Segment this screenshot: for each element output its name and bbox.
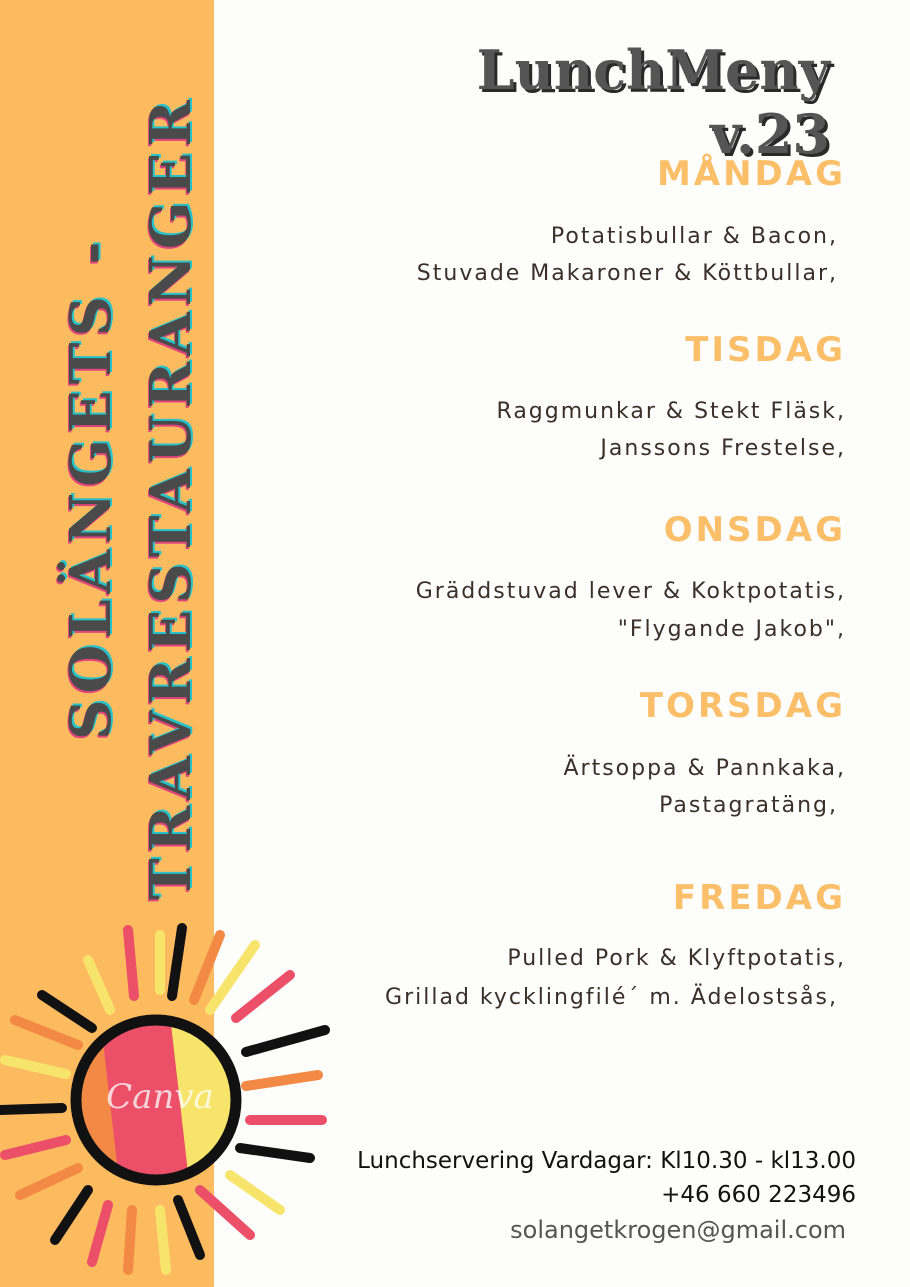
canva-watermark: Canva [106,1077,214,1117]
page-title: LunchMeny v.23 [476,38,830,166]
footer-email[interactable]: solangetkrogen@gmail.com [510,1216,846,1244]
dish-thursday-1: Ärtsoppa & Pannkaka, [563,756,846,781]
dish-tuesday-2: Janssons Frestelse, [600,436,846,461]
dish-monday-2: Stuvade Makaroner & Köttbullar, [416,261,838,286]
footer-hours: Lunchservering Vardagar: Kl10.30 - kl13.00 [357,1148,856,1174]
vertical-title-line-1: SOLÄNGETS - [58,235,124,740]
day-heading-wednesday: ONSDAG [663,510,846,550]
dish-friday-1: Pulled Pork & Klyftpotatis, [507,946,846,971]
vertical-title-line-2: TRAVRESTAURANGER [138,94,204,900]
sun-illustration [0,900,340,1287]
footer-phone: +46 660 223496 [661,1182,856,1208]
dish-monday-1: Potatisbullar & Bacon, [550,224,838,249]
dish-wednesday-2: "Flygande Jakob", [617,617,846,642]
dish-wednesday-1: Gräddstuvad lever & Koktpotatis, [415,579,846,604]
day-heading-tuesday: TISDAG [685,330,846,370]
dish-friday-2: Grillad kycklingfilé´ m. Ädelostsås, [385,985,838,1010]
dish-thursday-2: Pastagratäng, [659,793,838,818]
dish-tuesday-1: Raggmunkar & Stekt Fläsk, [496,399,846,424]
day-heading-thursday: TORSDAG [639,686,846,726]
day-heading-monday: MÅNDAG [656,154,846,194]
day-heading-friday: FREDAG [672,878,846,918]
